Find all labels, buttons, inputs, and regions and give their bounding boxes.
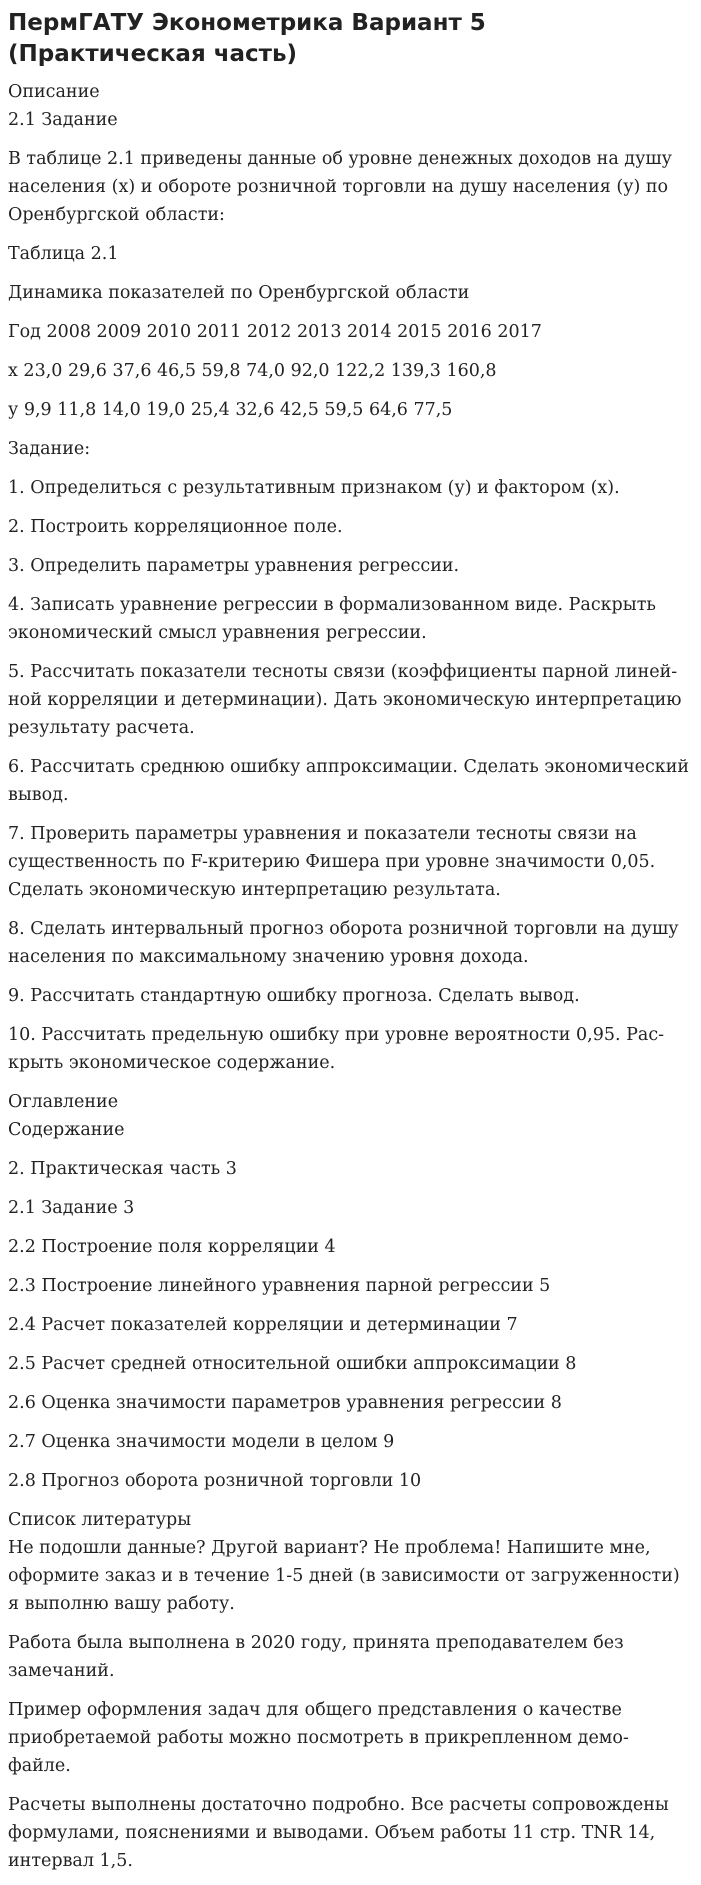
task-section-label: 2.1 Задание — [8, 110, 118, 130]
contents-item: 2. Практическая часть 3 — [8, 1159, 237, 1179]
task-item: 7. Проверить параметры уравнения и показатели тесноты связи на существенность по F-критерию Фишера при уровне значимости 0,05. Сделать экономическую интерпретацию результата. — [8, 824, 656, 900]
task-item: 10. Рассчитать предельную ошибку при уровне вероятности 0,95. Рас-крыть экономическое содержание. — [8, 1025, 665, 1073]
contents-item: 2.8 Прогноз оборота розничной торговли 10 — [8, 1471, 422, 1491]
contents-item: 2.1 Задание 3 — [8, 1198, 135, 1218]
task-item: 2. Построить корреляционное поле. — [8, 517, 343, 537]
tasks-heading: Задание: — [8, 439, 91, 459]
contents-item: 2.7 Оценка значимости модели в целом 9 — [8, 1432, 395, 1452]
task-item: 9. Рассчитать стандартную ошибку прогноза. Сделать вывод. — [8, 986, 580, 1006]
contents-item: 2.4 Расчет показателей корреляции и детерминации 7 — [8, 1315, 518, 1335]
contents-item: 2.2 Построение поля корреляции 4 — [8, 1237, 336, 1257]
contents-label: Содержание — [8, 1120, 125, 1140]
contents-item: 2.5 Расчет средней относительной ошибки аппроксимации 8 — [8, 1354, 577, 1374]
task-item: 5. Рассчитать показатели тесноты связи (коэффициенты парной линей-ной корреляции и детерминации). Дать экономическую интерпретацию результату расчета. — [8, 662, 682, 738]
contents-item: 2.3 Построение линейного уравнения парной регрессии 5 — [8, 1276, 551, 1296]
task-item: 3. Определить параметры уравнения регрессии. — [8, 556, 460, 576]
volume-paragraph: Расчеты выполнены достаточно подробно. Все расчеты сопровождены формулами, пояснениями и выводами. Объем работы 11 стр. TNR 14, интервал 1,5. — [8, 1795, 669, 1871]
task-item: 6. Рассчитать среднюю ошибку аппроксимации. Сделать экономический вывод. — [8, 757, 690, 805]
toc-label: Оглавление — [8, 1092, 119, 1112]
table-row-y: у 9,9 11,8 14,0 19,0 25,4 32,6 42,5 59,5 64,6 77,5 — [8, 400, 453, 420]
table-row-x: х 23,0 29,6 37,6 46,5 59,8 74,0 92,0 122,2 139,3 160,8 — [8, 361, 497, 381]
task-item: 8. Сделать интервальный прогноз оборота розничной торговли на душу населения по максимальному значению уровня дохода. — [8, 919, 679, 967]
page-title: ПермГАТУ Эконометрика Вариант 5 (Практическая часть) — [8, 10, 486, 67]
table-label: Таблица 2.1 — [8, 244, 119, 264]
table-row-years: Год 2008 2009 2010 2011 2012 2013 2014 2015 2016 2017 — [8, 322, 542, 342]
contents-item: 2.6 Оценка значимости параметров уравнения регрессии 8 — [8, 1393, 562, 1413]
task-item: 1. Определиться с результативным признаком (у) и фактором (х). — [8, 478, 620, 498]
table-caption: Динамика показателей по Оренбургской области — [8, 283, 470, 303]
description-label: Описание — [8, 82, 100, 102]
intro-paragraph: В таблице 2.1 приведены данные об уровне денежных доходов на душу населения (х) и обороте розничной торговли на душу населения (у) по Оренбургской области: — [8, 149, 672, 225]
completion-paragraph: Работа была выполнена в 2020 году, принята преподавателем без замечаний. — [8, 1633, 624, 1681]
demo-paragraph: Пример оформления задач для общего представления о качестве приобретаемой работы можно посмотреть в прикрепленном демо-файле. — [8, 1700, 629, 1776]
order-paragraph: Не подошли данные? Другой вариант? Не проблема! Напишите мне, оформите заказ и в течение 1-5 дней (в зависимости от загруженности) я выполню вашу работу. — [8, 1538, 680, 1614]
task-item: 4. Записать уравнение регрессии в формализованном виде. Раскрыть экономический смысл уравнения регрессии. — [8, 595, 656, 643]
references-label: Список литературы — [8, 1510, 192, 1530]
